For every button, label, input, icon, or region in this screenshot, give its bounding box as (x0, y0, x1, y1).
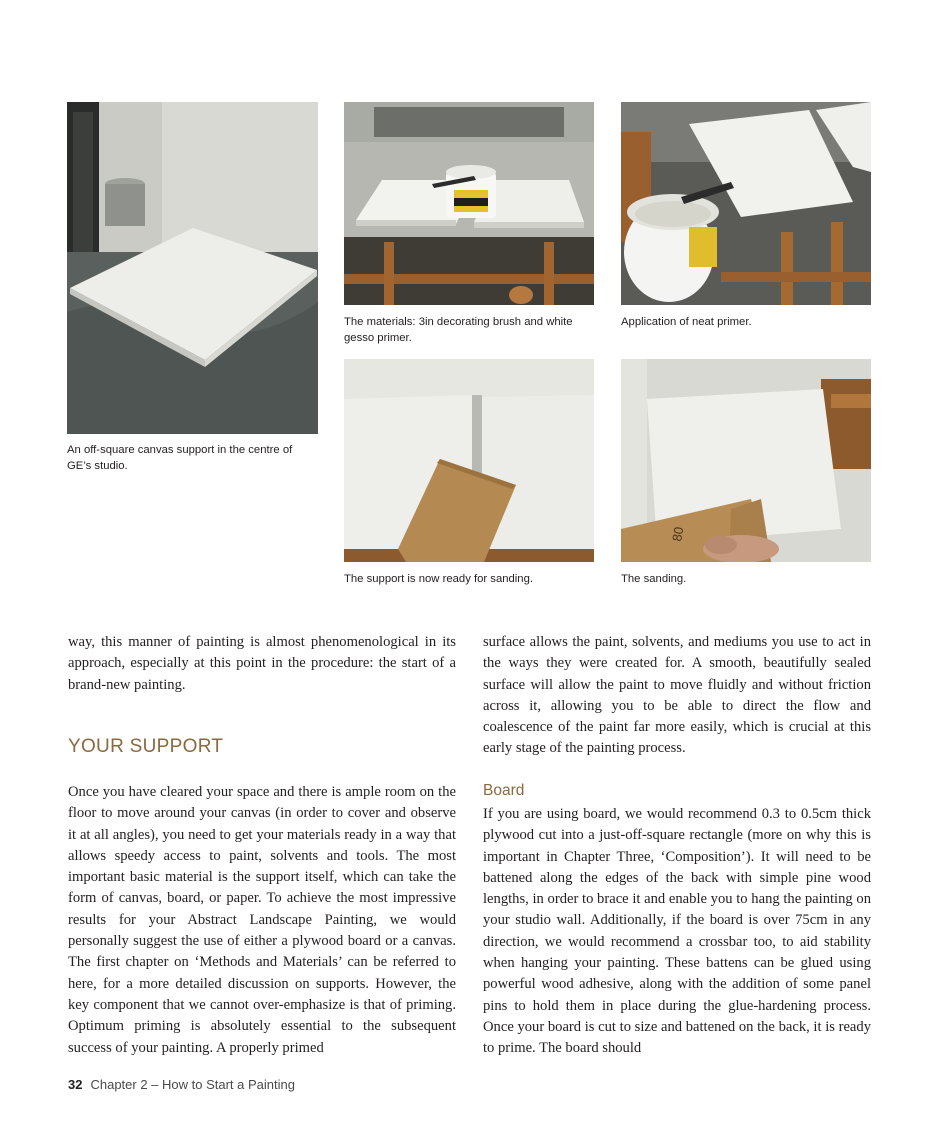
left-intro-paragraph: way, this manner of painting is almost phenomenological in its approach, especially at this point in the procedure: the start of a brand-new painting. (68, 634, 456, 693)
right-body-paragraph: If you are using board, we would recommend 0.3 to 0.5cm thick plywood cut into a just-off-square rectangle (more on why this is important in Chapter Three, ‘Composition’). It will need to be battened along the edges of the back with simple pine wood lengths, in order to brace it and enable you to hang the painting on your studio wall. Additionally, if the board is over 75cm in any direction, we would recommend a crossbar too, to aid stability when hanging your painting. These battens can be glued using powerful wood adhesive, along with the addition of some panel pins to hold them in place during the glue-hardening process. Once your board is cut to size and battened on the back, it is ready to prime. The board should (483, 806, 871, 1057)
chapter-title: Chapter 2 – How to Start a Painting (90, 1077, 295, 1092)
caption-sanding: The sanding. (621, 573, 687, 585)
photo-ready-for-sanding (344, 359, 594, 562)
caption-materials: The materials: 3in decorating brush and white gesso primer. (344, 316, 573, 344)
page-number: 32 (68, 1077, 83, 1092)
photo-studio-canvas (67, 102, 318, 434)
right-body-text (483, 804, 871, 1060)
section-heading-your-support: YOUR SUPPORT (68, 736, 224, 757)
page-footer (68, 1077, 295, 1092)
caption-studio: An off-square canvas support in the centre of GE’s studio. (67, 444, 293, 472)
subheading-board: Board (483, 782, 525, 799)
photo-sanding (621, 359, 871, 562)
photo-materials (344, 102, 594, 305)
right-intro-text (483, 632, 871, 760)
photo-application (621, 102, 871, 305)
right-intro-paragraph: surface allows the paint, solvents, and mediums you use to act in the ways they were created for. A smooth, beautifully sealed surface will allow the paint to move fluidly and without friction across it, allowing you to be able to direct the flow and coalescence of the paint far more easily, which is crucial at this early stage of the painting process. (483, 634, 871, 757)
sandpaper-grade-label: 80 (669, 525, 687, 543)
left-body-paragraph: Once you have cleared your space and there is ample room on the floor to move around your canvas (in order to cover and observe it at all angles), you need to get your materials ready in a way that allows speedy access to paint, solvents and tools. The most important basic material is the support itself, which can take the form of canvas, board, or paper. To achieve the most impressive results for your Abstract Landscape Painting, we would personally suggest the use of either a plywood board or a canvas. The first chapter on ‘Methods and Materials’ can be referred to here, for a more detailed discussion on supports. However, the key component that we cannot over-emphasize is that of priming. Optimum priming is absolutely essential to the subsequent success of your painting. A properly primed (68, 784, 456, 1056)
left-body-text (68, 782, 456, 1059)
caption-ready: The support is now ready for sanding. (344, 573, 534, 585)
caption-application: Application of neat primer. (621, 316, 752, 328)
left-intro-text (68, 632, 456, 696)
